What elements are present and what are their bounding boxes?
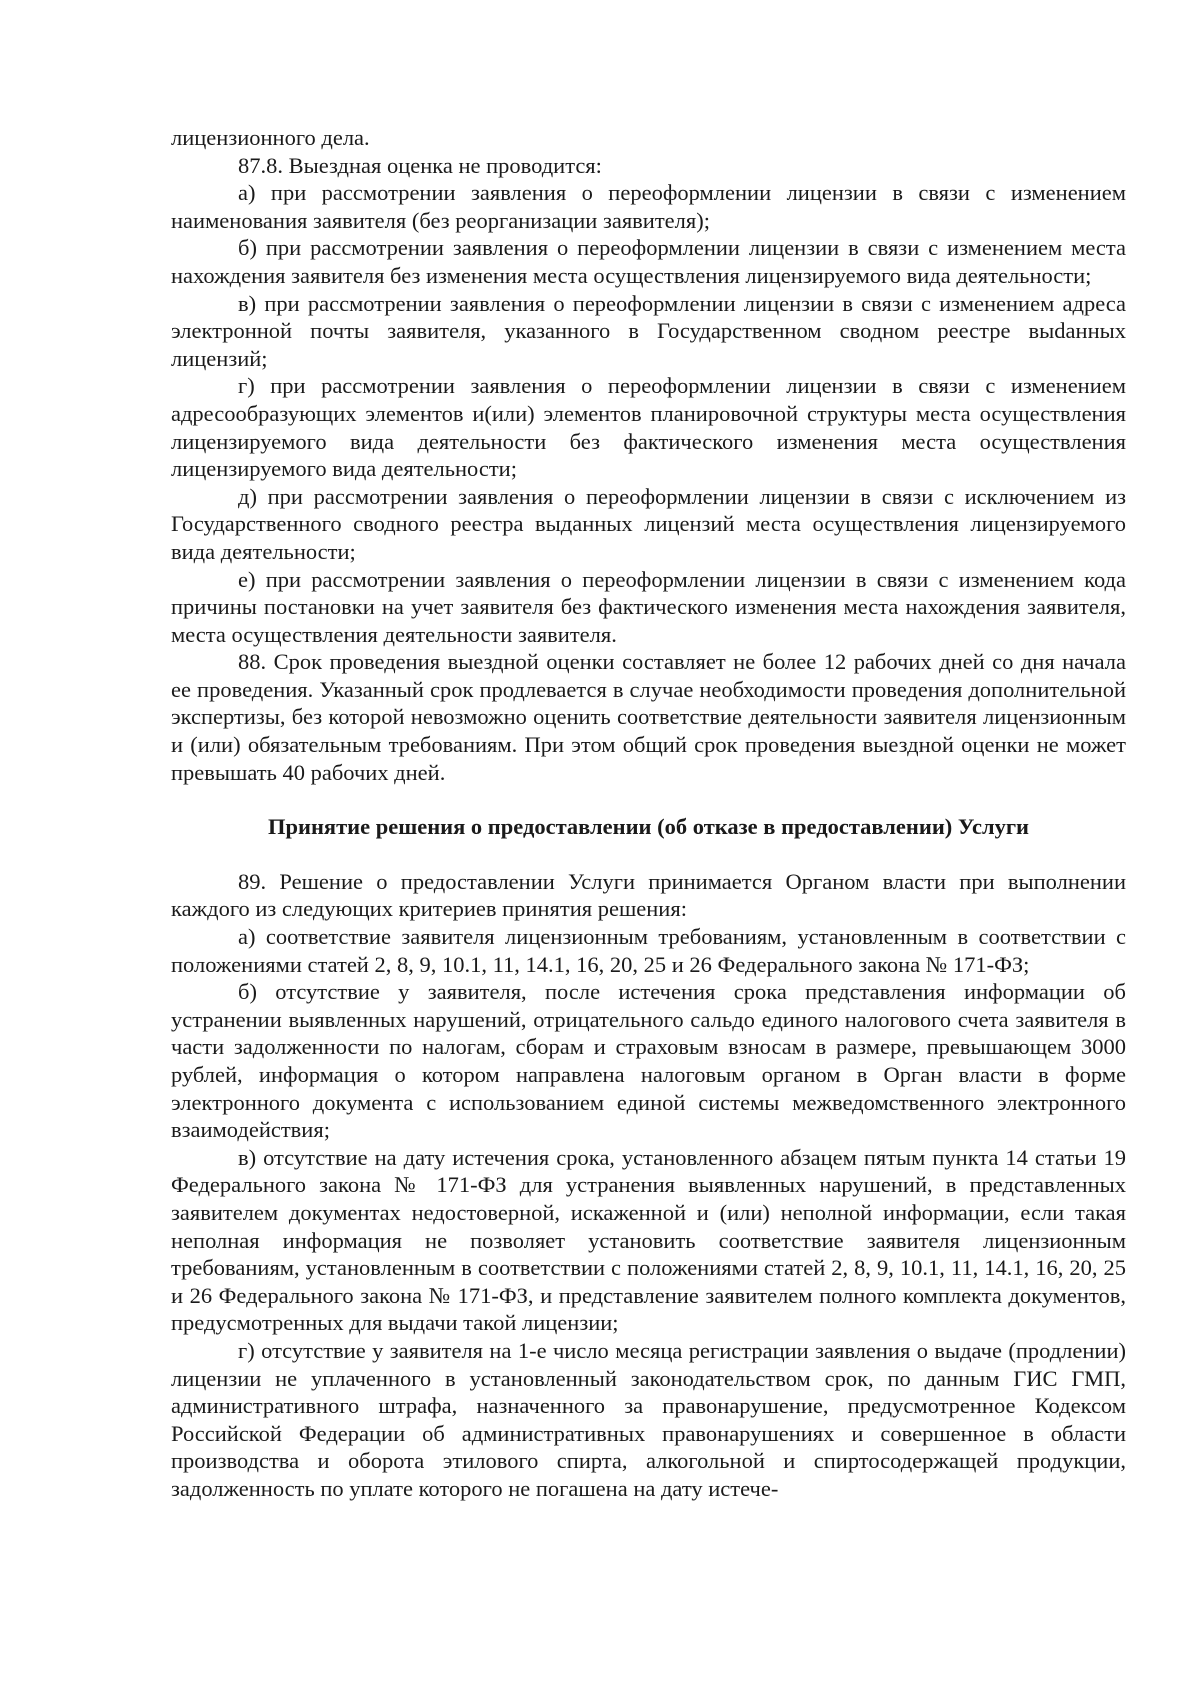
paragraph-87-8-v: в) при рассмотрении заявления о переоформлении лицензии в связи с изменением адреса электронной почты заявителя, указанного в Государственном сводном реестре выdанных лицензий; <box>171 290 1126 371</box>
paragraph-89-b: б) отсутствие у заявителя, после истечения срока представления информации об устранении выявленных нарушений, отрицательного сальдо единого налогового счета заявителя в части задолженности по налогам, сборам и страховым взносам в размере, превышающем 3000 рублей, информация о котором направлена налоговым органом в Орган власти в форме электронного документа с использованием единой системы межведомственного электронного взаимодействия; <box>171 979 1126 1143</box>
section-heading: Принятие решения о предоставлении (об отказе в предоставлении) Услуги <box>267 814 1030 840</box>
paragraph-89-a: а) соответствие заявителя лицензионным требованиям, установленным в соответствии с положениями статей 2, 8, 9, 10.1, 11, 14.1, 16, 20, 25 и 26 Федерального закона № 171-ФЗ; <box>171 924 1126 977</box>
paragraph-87-8: 87.8. Выездная оценка не проводится: <box>238 152 602 178</box>
paragraph-87-8-b: б) при рассмотрении заявления о переоформлении лицензии в связи с изменением места нахождения заявителя без изменения места осуществления лицензируемого вида деятельности; <box>171 235 1126 288</box>
paragraph-89-v: в) отсутствие на дату истечения срока, установленного абзацем пятым пункта 14 статьи 19 Федерального закона № 171-ФЗ для устранения выявленных нарушений, в представленных заявителем документах недостоверной, искаженной и (или) неполной информации, если такая неполная информация не позволяет установить соответствие заявителя лицензионным требованиям, установленным в соответствии с положениями статей 2, 8, 9, 10.1, 11, 14.1, 16, 20, 25 и 26 Федерального закона № 171-ФЗ, и представление заявителем полного комплекта документов, предусмотренных для выдачи такой лицензии; <box>171 1144 1126 1336</box>
document-page <box>171 124 1126 1503</box>
paragraph-87-8-d: д) при рассмотрении заявления о переоформлении лицензии в связи с исключением из Государственного сводного реестра выданных лицензий места осуществления лицензируемого вида деятельности; <box>171 483 1126 564</box>
paragraph-89-g: г) отсутствие у заявителя на 1-е число месяца регистрации заявления о выдаче (продлении) лицензии не уплаченного в установленный законодательством срок, по данным ГИС ГМП, административного штрафа, назначенного за правонарушение, предусмотренное Кодексом Российской Федерации об административных правонарушениях и совершенное в области производства и оборота этилового спирта, алкогольной и спиртосодержащей продукции, задолженность по уплате которого не погашена на дату истече- <box>171 1337 1126 1501</box>
paragraph-continuation: лицензионного дела. <box>171 125 370 150</box>
paragraph-88: 88. Срок проведения выездной оценки составляет не более 12 рабочих дней со дня начала ее проведения. Указанный срок продлевается в случае необходимости проведения дополнительной экспертизы, без которой невозможно оценить соответствие деятельности заявителя лицензионным и (или) обязательным требованиям. При этом общий срок проведения выездной оценки не может превышать 40 рабочих дней. <box>171 649 1126 785</box>
paragraph-87-8-a: а) при рассмотрении заявления о переоформлении лицензии в связи с изменением наименования заявителя (без реорганизации заявителя); <box>171 180 1126 233</box>
paragraph-87-8-g: г) при рассмотрении заявления о переоформлении лицензии в связи с изменением адресообразующих элементов и(или) элементов планировочной структуры места осуществления лицензируемого вида деятельности без фактического изменения места осуществления лицензируемого вида деятельности; <box>171 373 1126 482</box>
paragraph-87-8-e: е) при рассмотрении заявления о переоформлении лицензии в связи с изменением кода причины постановки на учет заявителя без фактического изменения места нахождения заявителя, места осуществления деятельности заявителя. <box>171 566 1126 647</box>
paragraph-89: 89. Решение о предоставлении Услуги принимается Органом власти при выполнении каждого из следующих критериев принятия решения: <box>171 868 1126 922</box>
